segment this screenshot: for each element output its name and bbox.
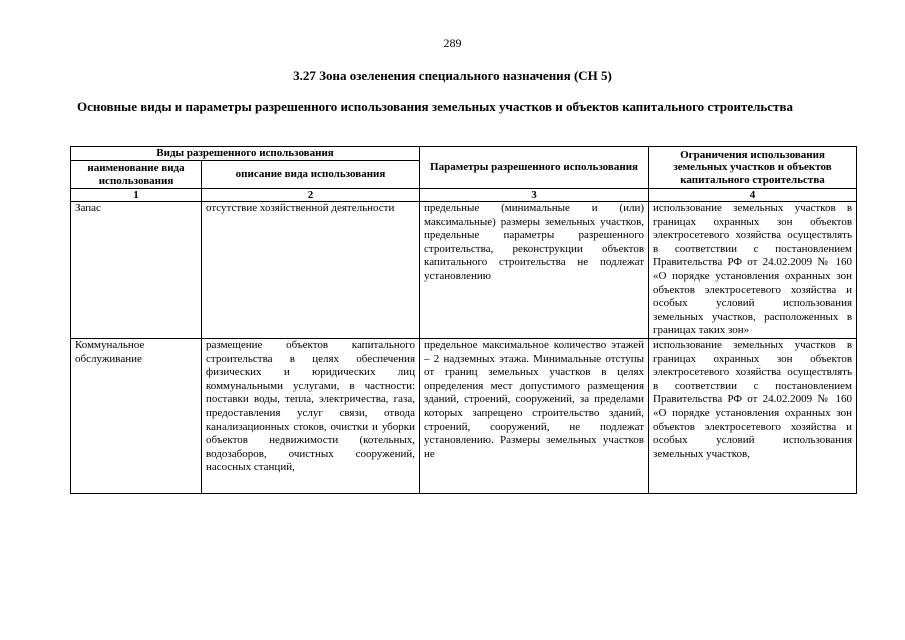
column-number: 2	[202, 189, 420, 202]
cell-text: предельное максимальное количество этажей – 2 надземных этажа. Минимальные отступы от границ земельных участков в целях определения мест допустимого размещения зданий, строений, сооружений, за пределами которых запрещено строительство зданий, строений, сооружений, не подлежат установлению. Размеры земельных участков не	[424, 338, 645, 460]
cell-restrictions	[649, 338, 857, 493]
cell-use-name	[71, 338, 202, 493]
cell-use-name: Запас	[71, 202, 202, 339]
cell-parameters	[420, 338, 649, 493]
header-number-row	[71, 189, 857, 202]
header-description: описание вида использования	[202, 161, 420, 189]
header-row-1	[71, 147, 857, 161]
column-number: 3	[420, 189, 649, 202]
cell-use-description	[202, 338, 420, 493]
land-use-table	[70, 146, 857, 494]
header-restrictions: Ограничения использования земельных участков и объектов капитального строительства	[649, 147, 857, 189]
sub-heading: Основные виды и параметры разрешенного использования земельных участков и объектов капитального строительства	[77, 99, 793, 114]
cell-text: Коммунальное обслуживание	[75, 338, 145, 365]
column-number: 4	[649, 189, 857, 202]
cell-restrictions: использование земельных участков в границах охранных зон объектов электросетевого хозяйства осуществлять в соответствии с постановлением Правительства РФ от 24.02.2009 № 160 «О порядке установления охранных зон объектов электросетевого хозяйства и особых условий использования земельных участков, расположенных в границах таких зон»	[649, 202, 857, 339]
header-name: наименование вида использования	[71, 161, 202, 189]
table-row	[71, 202, 857, 339]
cell-text: использование земельных участков в границах охранных зон объектов электросетевого хозяйства осуществлять в соответствии с постановлением Правительства РФ от 24.02.2009 № 160 «О порядке установления охранных зон объектов электросетевого хозяйства и особых условий использования земельных участков,	[653, 338, 853, 460]
page-number: 289	[443, 36, 462, 50]
header-parameters: Параметры разрешенного использования	[420, 147, 649, 189]
cell-parameters: предельные (минимальные и (или) максимальные) размеры земельных участков, предельные параметры разрешенного строительства, реконструкции объектов капитального строительства не подлежат установлению	[420, 202, 649, 339]
cell-use-description: отсутствие хозяйственной деятельности	[202, 202, 420, 339]
header-group-title: Виды разрешенного использования	[71, 147, 420, 161]
cell-text: размещение объектов капитального строительства в целях обеспечения физических и юридических лиц коммунальными услугами, в частности: поставки воды, тепла, электричества, газа, предоставления услуг связи, отвода канализационных стоков, очистки и уборки объектов недвижимости (котельных, водозаборов, очистных сооружений, насосных станций,	[206, 338, 416, 474]
section-heading: 3.27 Зона озеленения специального назначения (СН 5)	[293, 68, 612, 83]
table-row	[71, 338, 857, 493]
column-number: 1	[71, 189, 202, 202]
